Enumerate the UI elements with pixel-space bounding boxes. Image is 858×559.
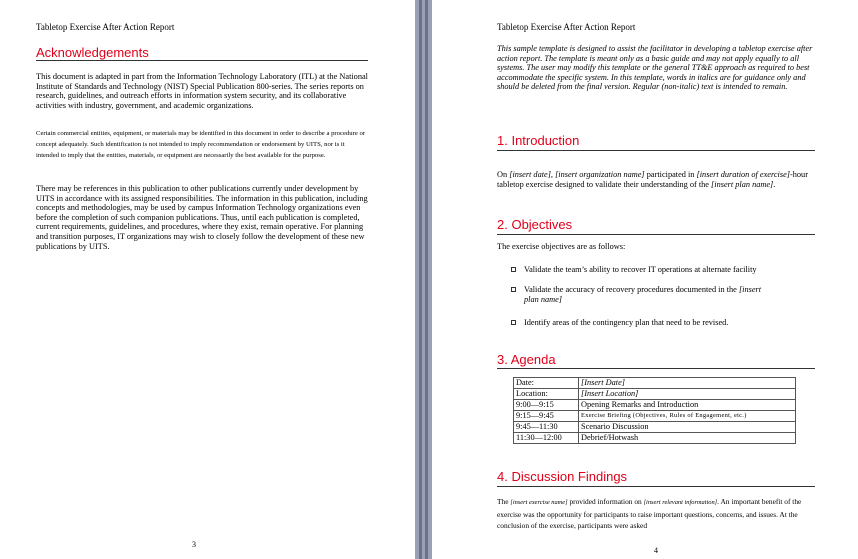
page-number: 4	[654, 546, 658, 555]
page-3	[0, 0, 415, 559]
acknowledgements-heading: Acknowledgements	[36, 45, 149, 60]
discussion-findings-paragraph: The [insert exercise name] provided information on [insert relevant information]. An important benefit of the exercise was the opportunity for participants to raise important questions, concerns, and issues. At the conclusion of the exercise, participants were asked	[497, 497, 802, 531]
table-row: 11:30—12:00 Debrief/Hotwash	[514, 433, 796, 444]
objectives-heading: 2. Objectives	[497, 217, 573, 232]
heading-rule	[497, 486, 815, 487]
template-guidance-note: This sample template is designed to assist the facilitator in developing a tabletop exercise after action report. The template is meant only as a basic guide and may not apply equally to all systems. The user may modify this template or the general TT&E approach as required to best accommodate the specific system. In this template, words in italics are for guidance only and should be deleted from the final version. Regular (non-italic) text is intended to remain.	[497, 44, 813, 92]
acknowledgements-paragraph-3: There may be references in this publication to other publications currently under development by UITS in accordance with its assigned responsibilities. The information in this publication, including concepts and methodologies, may be used by campus Information Technology organizations even before the completion of such companion publications. Thus, until each publication is completed, current requirements, guidelines, and procedures, where they exist, remain operative. For planning and transition purposes, IT organizations may wish to closely follow the development of these new publications by UITS.	[36, 184, 368, 251]
bullet-box-icon	[511, 267, 516, 272]
running-header: Tabletop Exercise After Action Report	[36, 22, 175, 32]
objectives-lead: The exercise objectives are as follows:	[497, 242, 626, 251]
heading-rule	[497, 234, 815, 235]
agenda-heading: 3. Agenda	[497, 352, 556, 367]
bullet-box-icon	[511, 320, 516, 325]
page-number: 3	[192, 540, 196, 549]
heading-rule	[497, 150, 815, 151]
bullet-box-icon	[511, 287, 516, 292]
introduction-paragraph: On [insert date], [insert organization name] participated in [insert duration of exercise]-hour tabletop exercise designed to validate their understanding of the [insert plan name].	[497, 170, 808, 189]
acknowledgements-paragraph-1: This document is adapted in part from the Information Technology Laboratory (ITL) at the National Institute of Standards and Technology (NIST) Special Publication 800-series. The series reports on research, guidelines, and outreach efforts in information system security, and its collaborative activities with industry, government, and academic organizations.	[36, 72, 368, 110]
acknowledgements-paragraph-2: Certain commercial entities, equipment, or materials may be identified in this document in order to describe a procedure or concept adequately. Such identification is not intended to imply recommendation or endorsement by UITS, nor is it intended to imply that the entities, materials, or equipment are necessarily the best available for the purpose.	[36, 130, 366, 160]
discussion-findings-heading: 4. Discussion Findings	[497, 469, 628, 484]
running-header: Tabletop Exercise After Action Report	[497, 22, 636, 32]
table-row: 9:15—9:45 Exercise Briefing (Objectives, Rules of Engagement, etc.)	[514, 411, 796, 422]
table-row: Date: [Insert Date]	[514, 378, 796, 389]
table-row: 9:00—9:15 Opening Remarks and Introduction	[514, 400, 796, 411]
table-row: Location: [Insert Location]	[514, 389, 796, 400]
page-4: Tabletop Exercise After Action Report This sample template is designed to assist the facilitator in developing a tabletop exercise after action report. The template is meant only as a basic guide and may not apply equally to all systems. The user may modify this template or the general TT&E approach as required to best accommodate the specific system. In this template, words in italics are for guidance only and should be deleted from the final version. Regular (non-italic) text is intended to remain. 1. Introduction On [insert date], [insert organization name] participated in [insert duration of exercise]-hour tabletop exercise designed to validate their understanding of the [insert plan name]. 2. Objectives The exercise objectives are as follows: Validate the team’s ability to recover IT operations at alternate facility Validate the accuracy of recovery procedures documented in the [insert plan name] Identify areas of the contingency plan that need to be revised. 3. Agenda Date: [Insert Date] Location: [Insert Location] 9:00—9:15 Opening Remarks and Introduction 9:15—9:45 Exercise Briefing (Objectives, Rules of Engagement, etc.) 9:45—11:30 Scenario Discussion 11:30—12:00 Debrief/Hotwash 4. Discussion Findings The [insert exercise name] provided information on [insert relevant information]. An important benefit of the exercise was the opportunity for participants to raise important questions, concerns, and issues. At the conclusion of the exercise, participants were asked 4	[432, 0, 858, 559]
heading-rule	[497, 368, 815, 369]
introduction-heading: 1. Introduction	[497, 133, 580, 148]
heading-rule	[36, 60, 368, 61]
table-row: 9:45—11:30 Scenario Discussion	[514, 422, 796, 433]
agenda-table	[513, 377, 796, 444]
page-gutter	[415, 0, 432, 559]
